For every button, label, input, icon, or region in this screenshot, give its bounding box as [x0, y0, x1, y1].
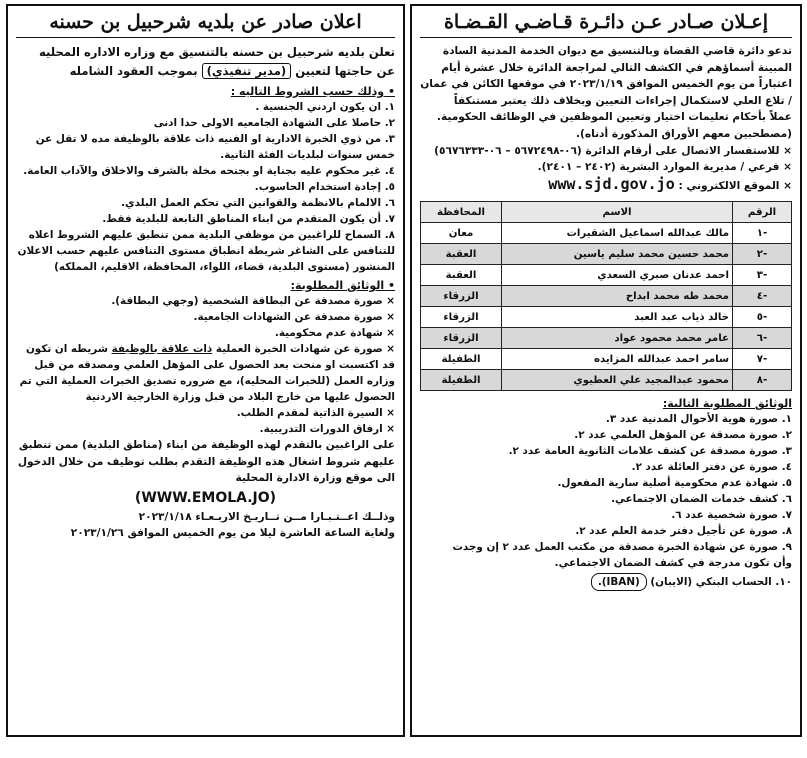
list-item-experience — [16, 341, 395, 405]
iban-prefix: ١٠. الحساب البنكي (الايبان) — [650, 576, 792, 589]
list-item: ٧. أن يكون المتقدم من ابناء المناطق التابعة للبلدية فقط. — [102, 213, 395, 225]
row-name: خالد ذياب عبد العبد — [502, 307, 733, 328]
list-item: × صورة مصدقة عن البطاقة الشخصية (وجهي البطاقة). — [111, 295, 395, 307]
iban-label: (IBAN). — [591, 573, 647, 591]
contact-line: × للاستفسار الاتصال على أرقام الدائرة (٠٦-٥٦٧٢٤٩٨ – ٠٦-٥٦٧٦٣٣٣) — [434, 144, 792, 157]
row-governorate: معان — [421, 223, 502, 244]
judiciary-announcement — [410, 4, 802, 737]
list-item: ٤. صورة عن دفتر العائلة عدد ٢. — [631, 461, 792, 474]
docs-heading: • الوثائق المطلوبة: — [290, 279, 395, 292]
names-table — [420, 201, 792, 391]
row-governorate: العقبة — [421, 244, 502, 265]
intro-line: تدعو دائرة قاضي القضاة وبالتنسيق مع ديوان الخدمة المدنية السادة — [442, 45, 792, 57]
intro-pre: عن حاجتها لتعيين — [295, 64, 395, 78]
list-item: ٤. غير محكوم عليه بجناية او بجنحه مخلة بالشرف والاخلاق والآداب العامة. — [23, 165, 395, 177]
list-item: ٧. صورة شخصية عدد ٦. — [671, 509, 792, 522]
list-item: × السيرة الذاتية لمقدم الطلب. — [236, 407, 395, 419]
list-item: ٢. حاصلا على الشهادة الجامعيه الاولى حدا ادنى — [153, 117, 395, 129]
row-name: محمود عبدالمجيد علي العطيوي — [502, 370, 733, 391]
website-label: × الموقع الالكتروني : — [678, 179, 792, 192]
contact-line: × فرعي / مديرية الموارد البشرية (٢٤٠٢ – ٢٤٠١). — [537, 161, 792, 174]
list-item: ٥. شهادة عدم محكومية أصلية سارية المفعول. — [557, 477, 792, 490]
table-row — [421, 286, 792, 307]
table-row — [421, 223, 792, 244]
docs-list — [420, 411, 792, 591]
list-item: ١. ان يكون اردني الجنسية . — [255, 101, 395, 113]
municipality-title: اعلان صادر عن بلديه شرحبيل بن حسنه — [16, 11, 395, 38]
row-governorate: الزرقاء — [421, 307, 502, 328]
row-governorate: الزرقاء — [421, 328, 502, 349]
list-item: × شهادة عدم محكومية. — [274, 327, 395, 339]
list-item: ٦. كشف خدمات الضمان الاجتماعي. — [611, 493, 792, 506]
row-num: -٧ — [733, 349, 792, 370]
experience-post: شريطه ان تكون قد اكتسبت او منحت بعد الحصول على المؤهل العلمي ومصدقه من قبل وزاره العمل (للخبرات المحليه)، مع ضروره تصديق الخبرات العملية التي تم الحصول عليها من خارج البلاد من قبل وزارة الخارجية الاردنية — [19, 343, 395, 403]
table-row — [421, 328, 792, 349]
row-name: سامر احمد عبدالله المزايده — [502, 349, 733, 370]
header-name: الاسم — [502, 202, 733, 223]
table-row — [421, 370, 792, 391]
intro-line: المبينة أسماؤهم في الكشف التالي لمراجعة الدائرة خلال عشرة أيام — [441, 61, 792, 74]
list-item: ٨. صورة عن تأجيل دفتر خدمة العلم عدد ٢. — [575, 525, 792, 538]
table-row — [421, 265, 792, 286]
row-name: احمد عدنان صبري السعدي — [502, 265, 733, 286]
docs-list — [16, 293, 395, 437]
header-governorate: المحافظة — [421, 202, 502, 223]
list-item: × صورة مصدقة عن الشهادات الجامعية. — [193, 311, 395, 323]
website-link[interactable]: (WWW.EMOLA.JO) — [134, 489, 277, 506]
table-row — [421, 349, 792, 370]
list-item: ٣. من ذوي الخبرة الادارية او الفنيه ذات علاقة بالوظيفة مده لا تقل عن خمس سنوات لبلديات الفئة الثانية. — [35, 133, 395, 161]
row-name: محمد حسين محمد سليم ياسين — [502, 244, 733, 265]
row-name: عامر محمد محمود عواد — [502, 328, 733, 349]
judiciary-title: إعـلان صـادر عـن دائـرة قـاضـي القـضـاة — [420, 11, 792, 38]
table-row — [421, 244, 792, 265]
list-item: وأن تكون مدرجة في كشف الضمان الاجتماعي. — [554, 557, 792, 570]
table-header-row — [421, 202, 792, 223]
row-num: -٥ — [733, 307, 792, 328]
website-link[interactable]: www.sjd.gov.jo — [548, 174, 675, 193]
list-item-iban — [420, 573, 792, 591]
row-num: -٢ — [733, 244, 792, 265]
row-governorate: الزرقاء — [421, 286, 502, 307]
conditions-heading: • وذلك حسب الشروط التاليه : — [230, 85, 395, 98]
list-item: ٥. إجادة استخدام الحاسوب. — [254, 181, 395, 193]
experience-emph: ذات علاقة بالوظيفة — [111, 343, 213, 355]
list-item: ٣. صورة مصدقة عن كشف علامات الثانوية العامة عدد ٢. — [508, 445, 792, 458]
intro-line: (مصطحبين معهم الأوراق المذكورة أدناه). — [575, 127, 792, 140]
table-row — [421, 307, 792, 328]
date-line: وذلــك اعــتـبـارا مــن تــاريـخ الاربـعـاء ٢٠٢٣/١/١٨ — [138, 510, 395, 523]
conditions-list — [16, 99, 395, 275]
list-item: ٦. الالمام بالانظمة والقوانين التي تحكم العمل البلدي. — [121, 197, 395, 209]
docs-heading: الوثائق المطلوبة التالية: — [662, 397, 792, 411]
list-item: ٩. صورة عن شهادة الخبرة مصدقة من مكتب العمل عدد ٢ إن وجدت — [452, 541, 792, 554]
row-governorate: العقبة — [421, 265, 502, 286]
row-governorate: الطفيلة — [421, 349, 502, 370]
intro-line: تعلن بلديه شرحبيل بن حسنه بالتنسيق مع وزاره الاداره المحليه — [38, 45, 395, 59]
row-governorate: الطفيلة — [421, 370, 502, 391]
row-num: -٦ — [733, 328, 792, 349]
row-num: -٤ — [733, 286, 792, 307]
website-line — [420, 176, 792, 195]
closing-text: على الراغبين بالتقدم لهذه الوظيفة من ابناء (مناطق البلدية) ممن تنطبق عليهم شروط اشغال هذه الوظيفة التقدم بطلب توظيف من خلال الدخول الى موقع وزارة الادارة المحلية — [17, 439, 395, 485]
list-item: ٢. صورة مصدقة عن المؤهل العلمي عدد ٢. — [574, 429, 792, 442]
intro-post: بموجب العقود الشامله — [69, 64, 198, 78]
intro-line-2 — [16, 62, 395, 81]
row-num: -٨ — [733, 370, 792, 391]
intro-line: عملاً بأحكام تعليمات اختيار وتعيين الموظفين في الوظائف الحكومية. — [436, 111, 792, 124]
row-name: مالك عبدالله اسماعيل الشقيرات — [502, 223, 733, 244]
municipality-announcement — [6, 4, 405, 737]
job-title: (مدير تنفيذي) — [202, 63, 292, 79]
intro-line: / تلاع العلي لاستكمال إجراءات التعيين وبخلاف ذلك يعتبر مستنكفاً — [453, 94, 792, 107]
intro-line: اعتباراً من يوم الخميس الموافق ٢٠٢٣/١/١٩ في موقعها الكائن في عمان — [420, 78, 792, 91]
row-name: محمد طه محمد ابداح — [502, 286, 733, 307]
list-item: ٨. السماح للراغبين من موظفي البلدية ممن تنطبق عليهم الشروط اعلاه للتنافس على الشاغر شريطة انطباق مستوى التنافس عليهم حسب الاعلان المنشور (مستوى البلدية، قضاء، اللواء، المحافظة، الاقليم، المملكه) — [17, 229, 395, 273]
header-num: الرقم — [733, 202, 792, 223]
date-line: ولغاية الساعة العاشرة ليلا من يوم الخميس الموافق ٢٠٢٣/١/٢٦ — [70, 527, 395, 540]
list-item: × ارفاق الدورات التدريبية. — [259, 423, 395, 435]
row-num: -٣ — [733, 265, 792, 286]
experience-pre: × صورة عن شهادات الخبرة العملية — [215, 343, 395, 355]
row-num: -١ — [733, 223, 792, 244]
list-item: ١. صورة هوية الأحوال المدنية عدد ٣. — [605, 413, 792, 426]
